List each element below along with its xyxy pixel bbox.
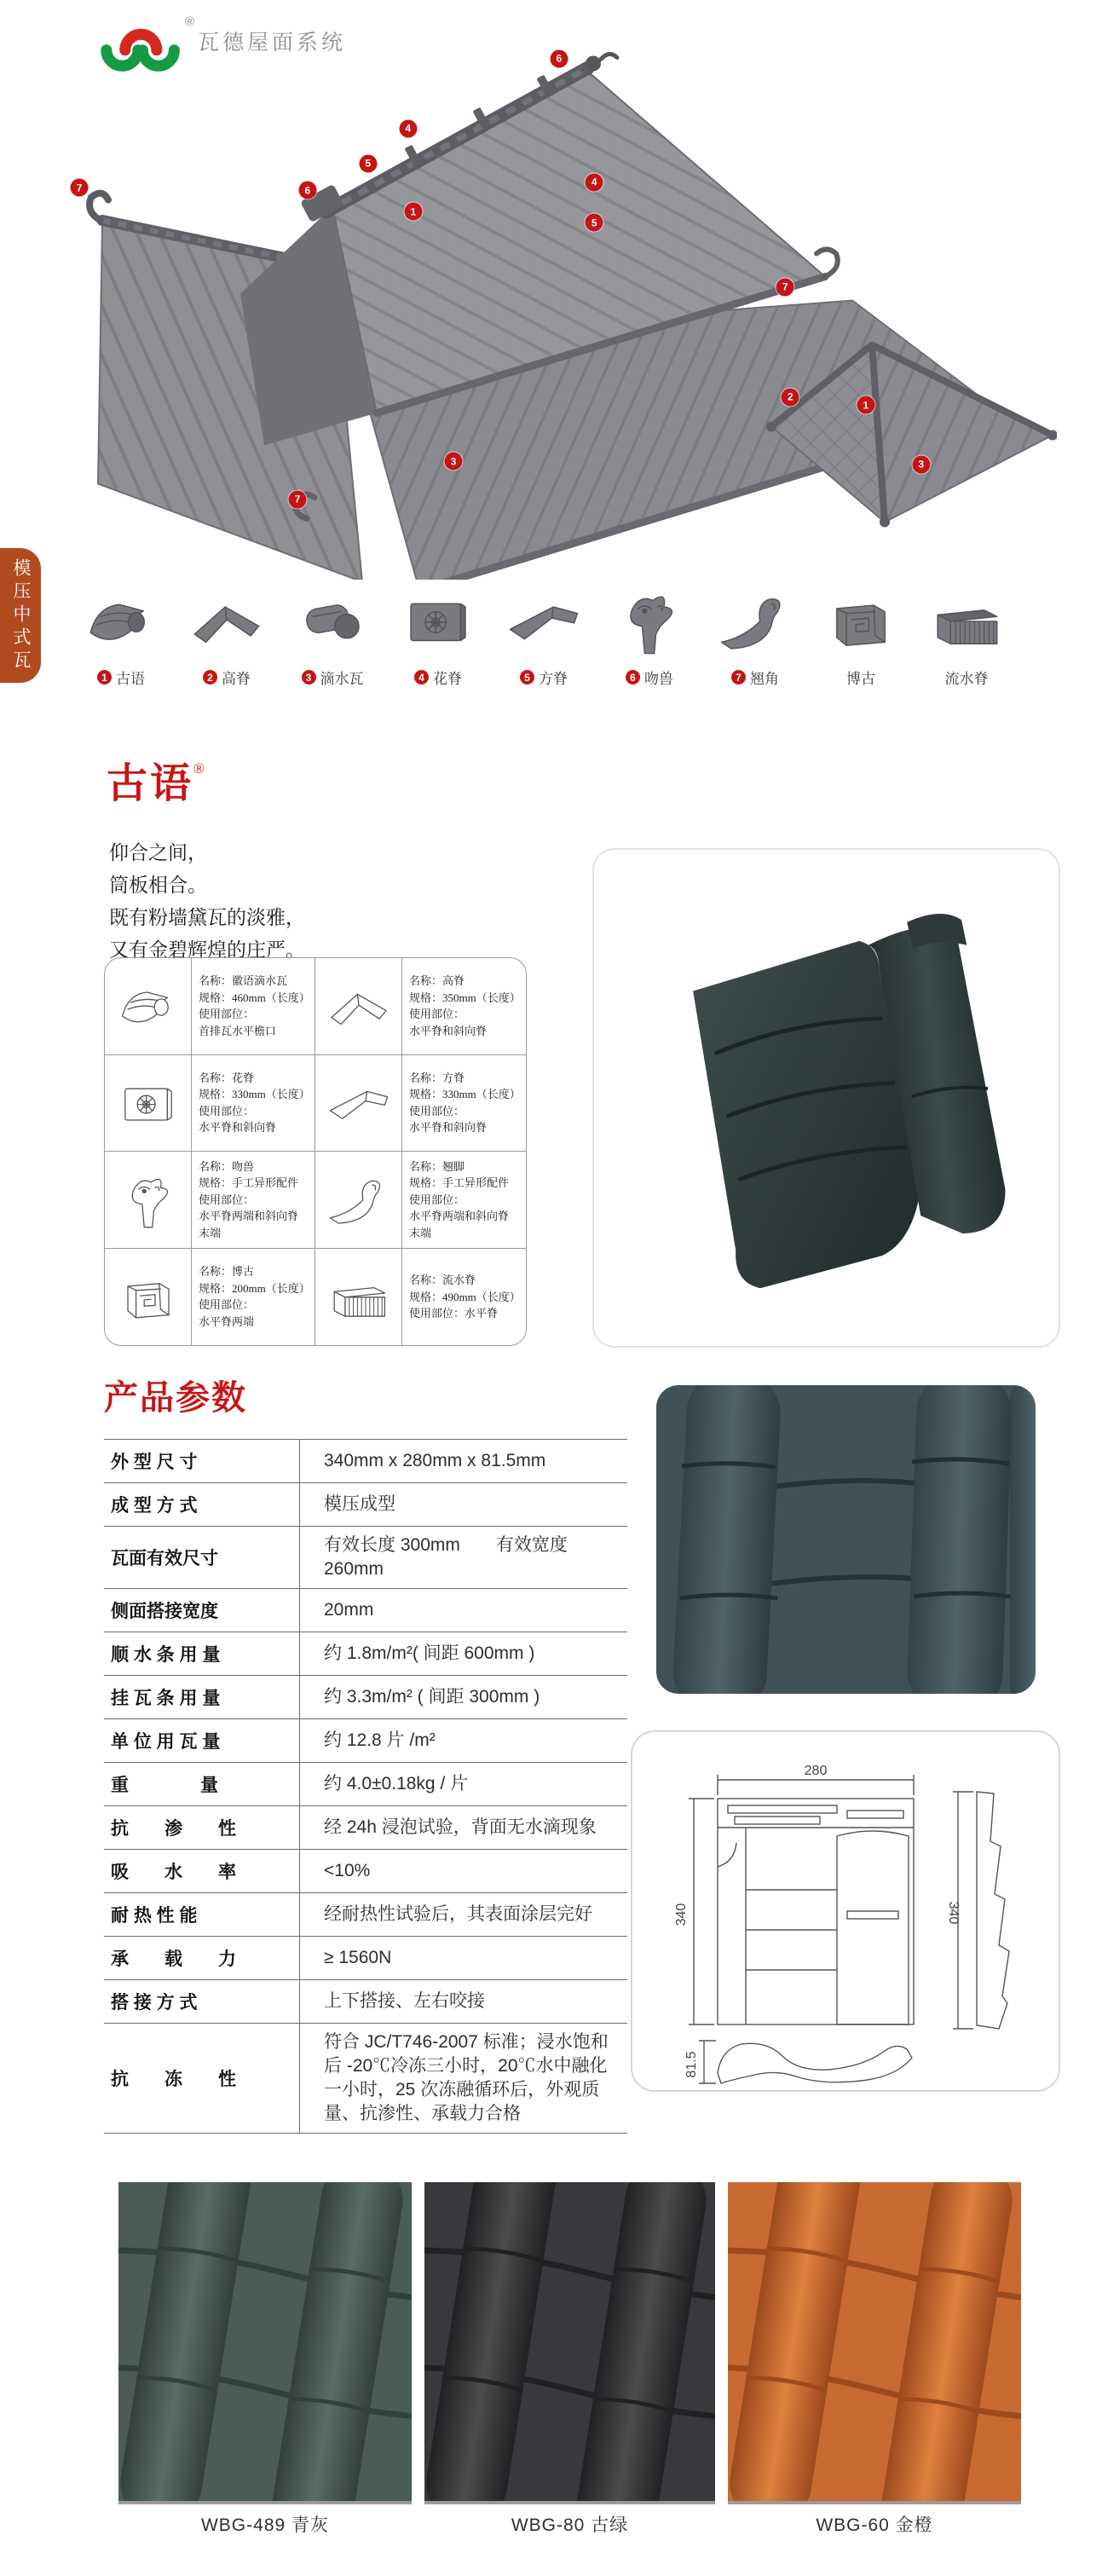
- category-tab-label: 模压中式瓦: [11, 557, 31, 673]
- legend-label: [731, 667, 779, 688]
- callout-badge-3: 3: [912, 455, 930, 473]
- brand-name: 瓦德屋面系统: [198, 31, 347, 55]
- param-row: [104, 1483, 627, 1527]
- param-row: [104, 1980, 627, 2024]
- param-label: 抗 冻 性: [104, 2024, 300, 2133]
- params-section-title: 产品参数: [104, 1379, 247, 1417]
- color-swatch-photo-2: [424, 2182, 715, 2504]
- param-label: 搭 接 方 式: [104, 1980, 300, 2023]
- param-row: [104, 1937, 627, 1980]
- dim-thickness: 81.5: [684, 2051, 699, 2078]
- param-value: 模压成型: [324, 1494, 395, 1514]
- legend-text: 滴水瓦: [320, 671, 364, 687]
- param-value: 340mm x 280mm x 81.5mm: [324, 1451, 546, 1470]
- legend-label: [626, 667, 673, 688]
- dim-width: 280: [804, 1764, 828, 1778]
- legend-label: [945, 667, 989, 688]
- legend-text: 流水脊: [944, 671, 989, 687]
- callout-badge-7: 7: [71, 179, 89, 197]
- legend-text: 吻兽: [644, 671, 673, 687]
- param-label: 耐 热 性 能: [104, 1893, 300, 1936]
- param-value: 约 12.8 片 /m²: [324, 1730, 436, 1750]
- color-swatch-photo-1: [118, 2182, 412, 2504]
- square-ridge-outline-icon: [315, 1055, 402, 1152]
- legend-item-wenshou: [603, 580, 695, 708]
- component-spec-text: 名称：翘脚 规格：手工异形配件 使用部位： 水平脊两端和斜向脊末端: [402, 1152, 526, 1249]
- legend-label: [302, 667, 364, 688]
- param-label: 瓦面有效尺寸: [104, 1527, 300, 1588]
- param-value: 约 3.3m/m² ( 间距 300mm ): [324, 1687, 540, 1707]
- component-spec-text: 名称：博古 规格：200mm（长度） 使用部位： 水平脊两端: [192, 1249, 315, 1346]
- dim-height-left: 340: [674, 1903, 689, 1926]
- param-row: [104, 1806, 627, 1850]
- param-label: 抗 渗 性: [104, 1806, 300, 1849]
- bogu-block-outline-icon: [105, 1249, 192, 1346]
- component-spec-text: 名称：流水脊 规格：490mm（长度） 使用部位：水平脊: [409, 1274, 521, 1320]
- category-tab[interactable]: [0, 548, 41, 683]
- param-row: [104, 1893, 627, 1937]
- component-spec-text: 名称：高脊 规格：350mm（长度） 使用部位： 水平脊和斜向脊: [402, 958, 526, 1055]
- callout-badge-1: 1: [404, 203, 422, 221]
- param-value: 有效长度 300mm 有效宽度 260mm: [324, 1535, 568, 1579]
- technical-drawing: [631, 1730, 1060, 2092]
- legend-item-fangji: [498, 580, 590, 708]
- legend-label: [414, 667, 462, 688]
- param-label: 吸 水 率: [104, 1850, 300, 1892]
- param-row: [104, 1676, 627, 1719]
- ridge-icon: [187, 580, 267, 661]
- param-row: [104, 1589, 627, 1632]
- square-ridge-icon: [504, 580, 584, 661]
- callout-badge-2: 2: [782, 388, 799, 406]
- param-row: [104, 1763, 627, 1806]
- guyu-tile-icon: [81, 580, 161, 661]
- upturned-corner-outline-icon: [315, 1152, 402, 1249]
- params-table: [104, 1439, 627, 2134]
- callout-badge-4: 4: [399, 119, 417, 137]
- legend-item-huaji: [392, 580, 484, 708]
- param-value: ≥ 1560N: [324, 1948, 392, 1967]
- legend-number-badge: 3: [302, 670, 316, 684]
- legend-text: 高脊: [222, 671, 251, 687]
- callout-badge-5: 5: [586, 214, 603, 232]
- callout-badge-5: 5: [359, 154, 377, 172]
- legend-item-gaoji: [181, 580, 273, 708]
- tiles-closeup-photo: [656, 1385, 1036, 1694]
- roof-assembly-illustration: [51, 43, 1057, 580]
- param-row: [104, 1632, 627, 1676]
- param-value: 经耐热性试验后，其表面涂层完好: [324, 1904, 592, 1924]
- color-swatch-code-3: WBG-60 金橙: [816, 2515, 933, 2535]
- param-row: [104, 1719, 627, 1763]
- dragon-finial-icon: [609, 580, 690, 661]
- component-spec-text: 名称：花脊 规格：330mm（长度） 使用部位： 水平脊和斜向脊: [192, 1055, 315, 1152]
- param-value: 约 4.0±0.18kg / 片: [324, 1774, 469, 1793]
- param-label: 单 位 用 瓦 量: [104, 1719, 300, 1762]
- callout-badge-4: 4: [586, 173, 603, 191]
- callout-badge-7: 7: [776, 278, 794, 296]
- roof-render: [51, 43, 1057, 580]
- product-tile-photo: [592, 848, 1060, 1348]
- upturned-corner-icon: [715, 580, 795, 661]
- water-ridge-icon: [926, 580, 1007, 661]
- legend-number-badge: 2: [203, 670, 217, 684]
- callout-badge-7: 7: [289, 490, 307, 508]
- param-label: 重 量: [104, 1763, 300, 1805]
- legend-text: 古语: [116, 671, 145, 687]
- legend-text: 花脊: [433, 671, 462, 687]
- callout-badge-1: 1: [857, 396, 874, 414]
- drip-tile-icon: [292, 580, 372, 661]
- water-ridge-outline-icon: [315, 1249, 402, 1346]
- legend-item-dishuiwa: [286, 580, 378, 708]
- legend-number-badge: 5: [520, 670, 534, 684]
- legend-label: [846, 667, 875, 688]
- legend-label: [520, 667, 568, 688]
- legend-text: 方脊: [539, 671, 568, 687]
- component-spec-text: 名称：徽语滴水瓦 规格：460mm（长度） 使用部位： 首排瓦水平檐口: [192, 958, 315, 1055]
- color-swatch-code-2: WBG-80 古绿: [511, 2515, 629, 2535]
- flower-ridge-icon: [398, 580, 478, 661]
- param-value: 20mm: [324, 1600, 374, 1620]
- legend-label: [203, 667, 251, 688]
- flower-ridge-outline-icon: [105, 1055, 192, 1152]
- legend-number-badge: 6: [626, 670, 640, 684]
- color-swatch-photo-3: [728, 2182, 1021, 2504]
- dim-height-right: 340: [946, 1901, 961, 1925]
- drip-tile-outline-icon: [105, 958, 192, 1055]
- poem-line: 既有粉墙黛瓦的淡雅，: [109, 907, 305, 928]
- component-legend: [75, 580, 1013, 708]
- registered-mark: ®: [193, 760, 207, 777]
- param-label: 外 型 尺 寸: [104, 1440, 300, 1482]
- legend-number-badge: 4: [414, 670, 429, 684]
- component-spec-text: 名称：方脊 规格：330mm（长度） 使用部位： 水平脊和斜向脊: [402, 1055, 526, 1152]
- legend-item-liushuiji: [920, 580, 1013, 708]
- callout-badge-6: 6: [550, 49, 568, 67]
- param-label: 承 载 力: [104, 1937, 300, 1979]
- param-label: 成 型 方 式: [104, 1483, 300, 1526]
- param-label: 侧面搭接宽度: [104, 1589, 300, 1632]
- bogu-block-icon: [821, 580, 901, 661]
- param-row: [104, 1527, 627, 1589]
- poem-line: 筒板相合。: [109, 875, 207, 896]
- callout-badge-3: 3: [445, 453, 463, 471]
- param-value: 约 1.8m/m²( 间距 600mm ): [324, 1643, 535, 1663]
- ridge-outline-icon: [315, 958, 402, 1055]
- legend-number-badge: 7: [731, 670, 746, 684]
- param-value: 符合 JC/T746-2007 标准；浸水饱和后 -20℃冷冻三小时，20℃水中融化一小时，25 次冻融循环后，外观质量、抗渗性、承载力合格: [324, 2032, 609, 2123]
- legend-text: 博古: [846, 671, 875, 687]
- legend-number-badge: 1: [97, 670, 112, 684]
- legend-item-bogu: [815, 580, 907, 708]
- legend-label: [97, 667, 145, 688]
- param-label: 挂 瓦 条 用 量: [104, 1676, 300, 1718]
- legend-item-guyu: [75, 580, 167, 708]
- components-spec-table: [104, 957, 527, 1346]
- legend-item-qiaojiao: [709, 580, 801, 708]
- legend-text: 翘角: [750, 671, 779, 687]
- poem-line: 又有金碧辉煌的庄严。: [109, 939, 305, 961]
- registered-mark: ®: [184, 14, 194, 29]
- param-row: [104, 2024, 627, 2134]
- param-row: [104, 1440, 627, 1483]
- param-value: <10%: [324, 1861, 371, 1880]
- param-value: 经 24h 浸泡试验，背面无水滴现象: [324, 1817, 597, 1837]
- param-value: 上下搭接、左右咬接: [324, 1991, 485, 2011]
- param-row: [104, 1850, 627, 1893]
- poem-text: [109, 837, 305, 967]
- product-series-title: 古语®: [107, 760, 207, 806]
- param-label: 顺 水 条 用 量: [104, 1632, 300, 1675]
- dragon-finial-outline-icon: [105, 1152, 192, 1249]
- callout-badge-6: 6: [298, 182, 316, 199]
- color-swatch-code-1: WBG-489 青灰: [200, 2515, 330, 2535]
- poem-line: 仰合之间，: [109, 842, 207, 863]
- component-spec-text: 名称：吻兽 规格：手工异形配件 使用部位： 水平脊两端和斜向脊末端: [192, 1152, 315, 1249]
